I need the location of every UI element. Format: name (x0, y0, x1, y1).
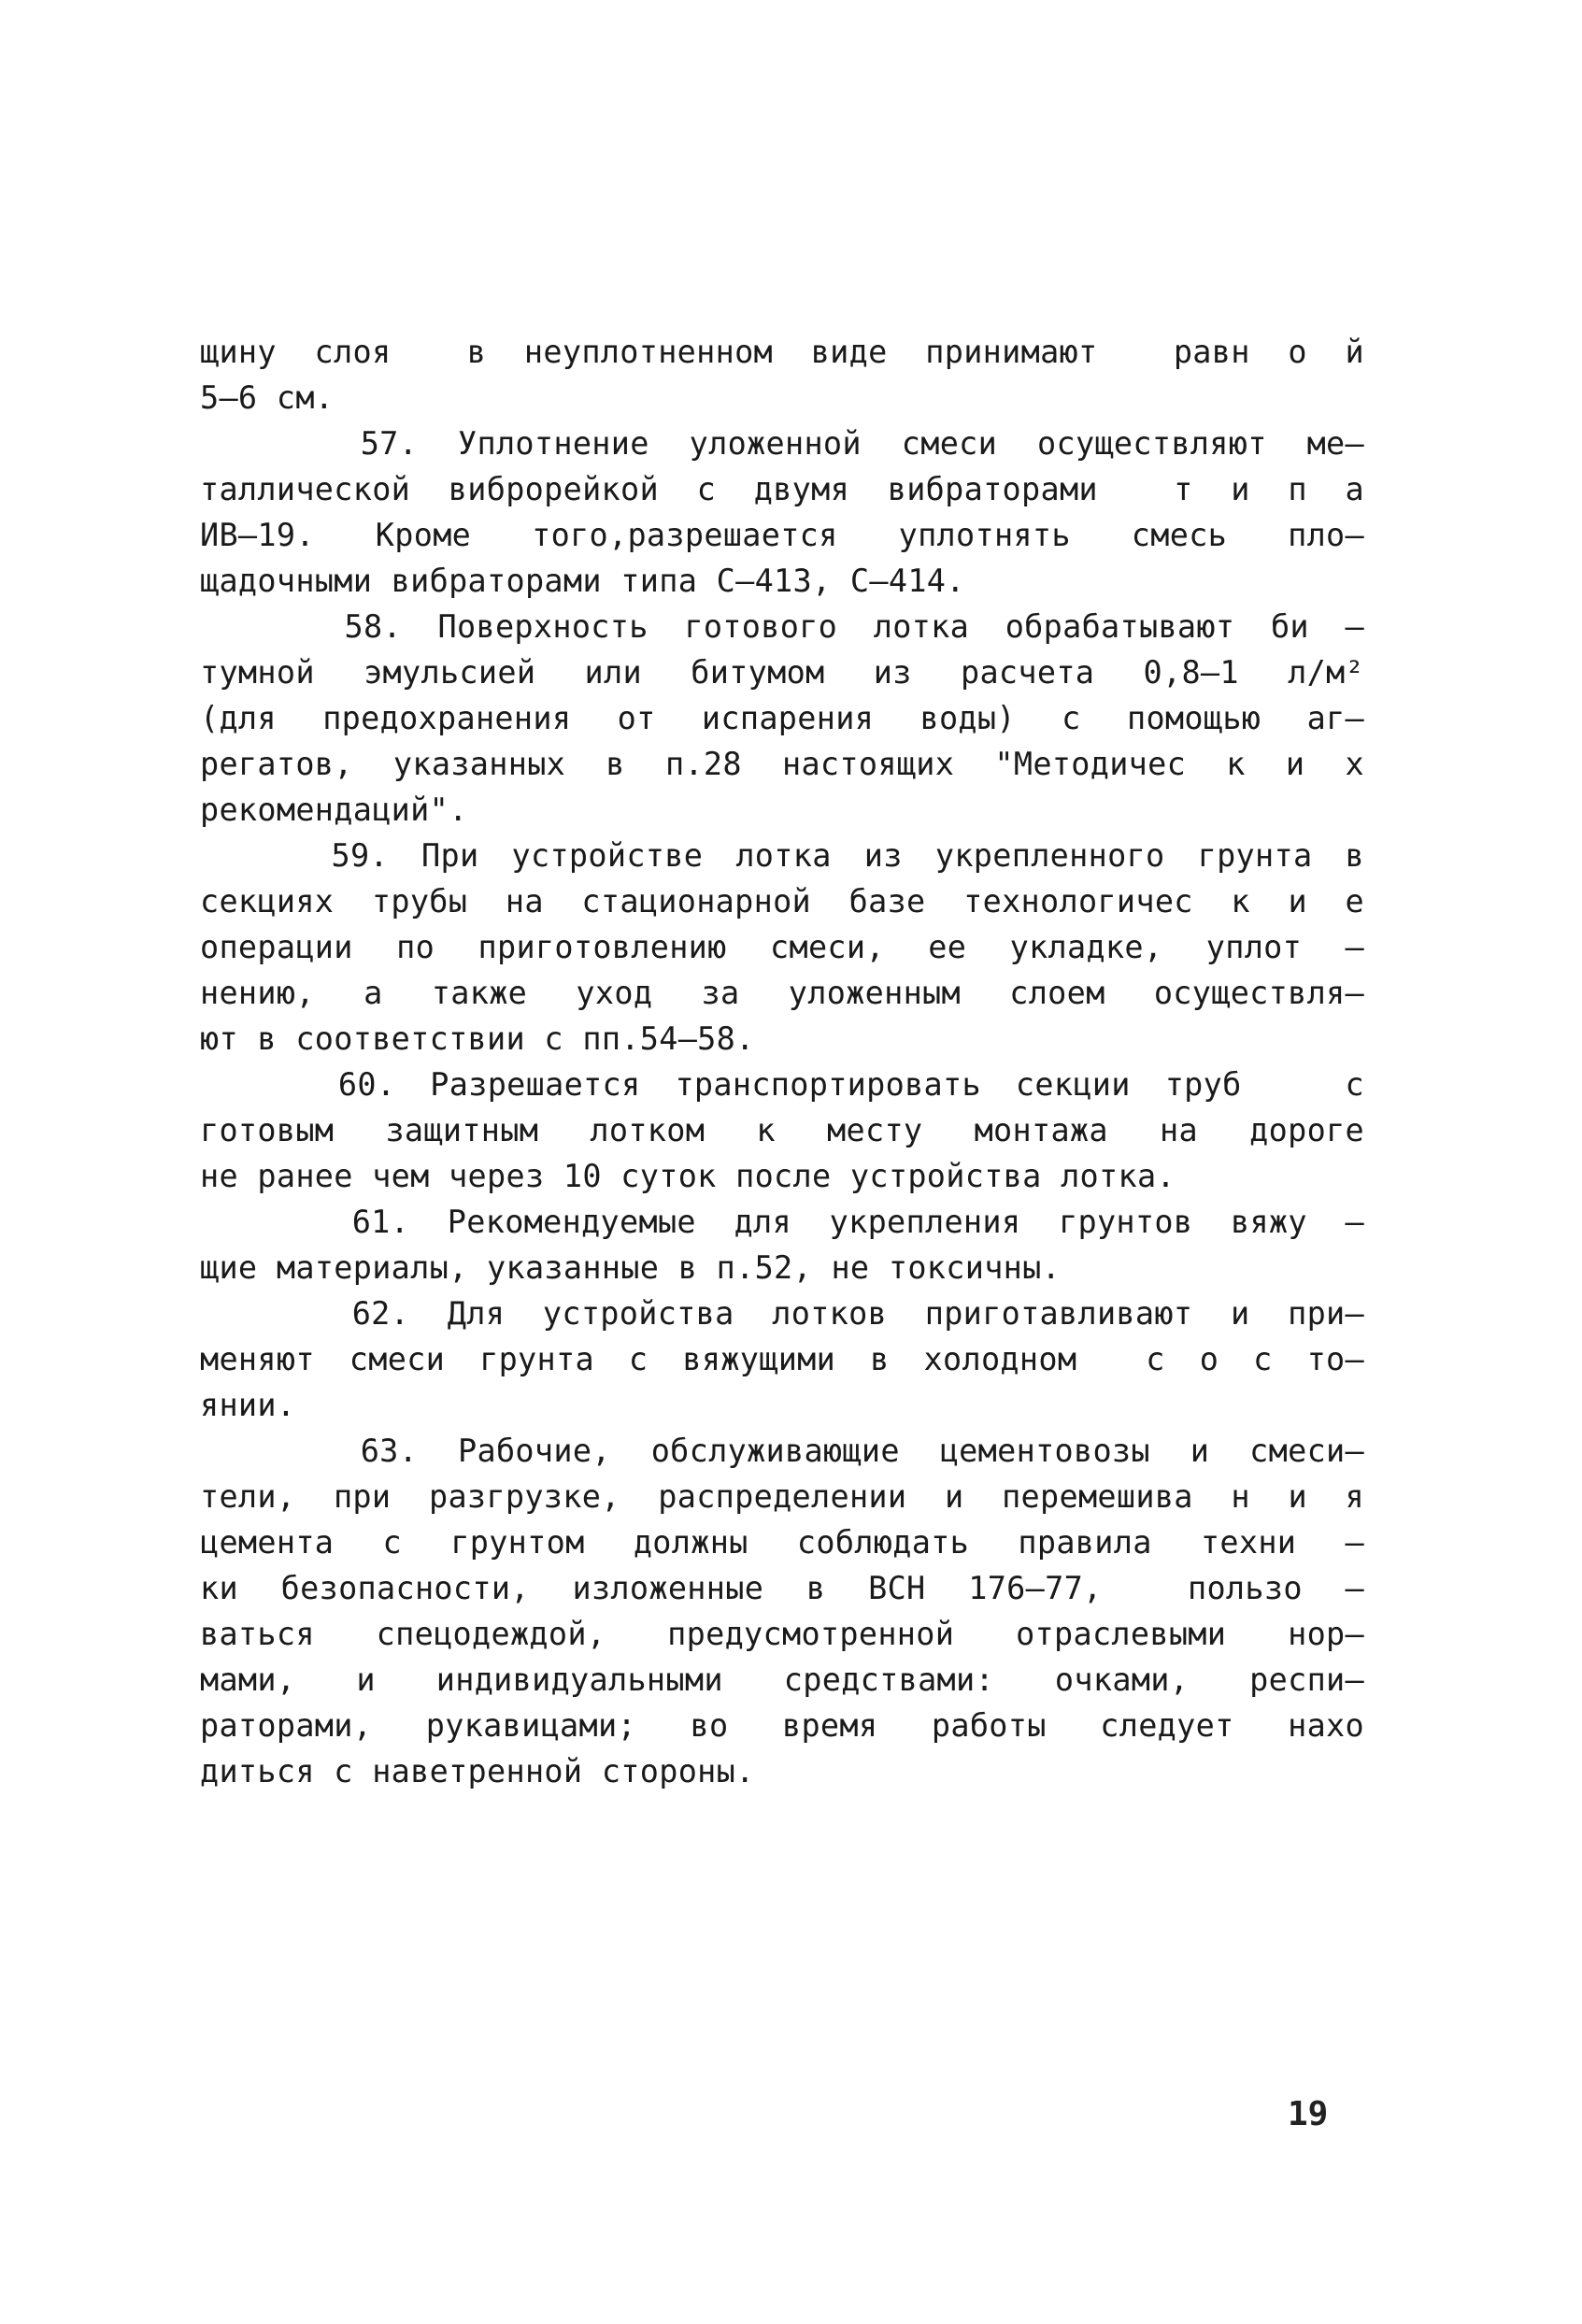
paragraph-62 (200, 1290, 1364, 1428)
paragraph-61 (200, 1199, 1364, 1290)
text-line: 5–6 см. (200, 379, 335, 416)
text-line: тумной эмульсией или битумом из расчета 0,8–1 л/м² (200, 654, 1364, 691)
paragraph-60 (200, 1062, 1364, 1199)
text-line: операции по приготовлению смеси, ее укладке, уплот – (200, 929, 1364, 965)
text-line: не ранее чем через 10 суток после устройства лотка. (200, 1158, 1176, 1194)
text-line: ИВ–19. Кроме того,разрешается уплотнять смесь пло– (200, 517, 1364, 553)
text-line: щие материалы, указанные в п.52, не токсичны. (200, 1249, 1062, 1286)
text-line: 61. Рекомендуемые для укрепления грунтов вяжу – (200, 1204, 1364, 1240)
text-line: раторами, рукавицами; во время работы следует нахо (200, 1707, 1364, 1744)
text-line: 62. Для устройства лотков приготавливают и при– (200, 1295, 1364, 1332)
text-line: 63. Рабочие, обслуживающие цементовозы и смеси– (200, 1433, 1364, 1469)
paragraph-63 (200, 1428, 1364, 1794)
page-number: 19 (1288, 2095, 1329, 2133)
text-line: регатов, указанных в п.28 настоящих "Методичес к и х (200, 746, 1364, 782)
text-line: 57. Уплотнение уложенной смеси осуществляют ме– (200, 425, 1364, 462)
text-line: тели, при разгрузке, распределении и перемешива н и я (200, 1478, 1364, 1515)
paragraph-58 (200, 604, 1364, 833)
paragraph-59 (200, 833, 1364, 1062)
text-line: мами, и индивидуальными средствами: очками, респи– (200, 1661, 1364, 1698)
text-line: ваться спецодеждой, предусмотренной отраслевыми нор– (200, 1616, 1364, 1652)
text-line: рекомендаций". (200, 791, 468, 828)
page-body (200, 329, 1364, 1794)
paragraph-continuation (200, 329, 1364, 421)
text-line: секциях трубы на стационарной базе технологичес к и е (200, 883, 1364, 920)
text-line: янии. (200, 1387, 296, 1423)
text-line: диться с наветренной стороны. (200, 1753, 755, 1789)
text-line: таллической виброрейкой с двумя вибраторами т и п а (200, 471, 1364, 507)
text-line: ют в соответствии с пп.54–58. (200, 1020, 755, 1057)
text-line: 60. Разрешается транспортировать секции труб с (200, 1066, 1364, 1103)
text-line: 58. Поверхность готового лотка обрабатывают би – (200, 608, 1364, 645)
text-line: меняют смеси грунта с вяжущими в холодном с о с то– (200, 1341, 1364, 1377)
paragraph-57 (200, 421, 1364, 604)
text-line: ки безопасности, изложенные в ВСН 176–77, пользо – (200, 1570, 1364, 1606)
text-line: цемента с грунтом должны соблюдать правила техни – (200, 1524, 1364, 1561)
text-line: щину слоя в неуплотненном виде принимают равн о й (200, 334, 1364, 370)
text-line: 59. При устройстве лотка из укрепленного грунта в (200, 837, 1364, 874)
text-line: нению, а также уход за уложенным слоем осуществля– (200, 975, 1364, 1011)
text-line: щадочными вибраторами типа С–413, С–414. (200, 563, 965, 599)
text-line: (для предохранения от испарения воды) с помощью аг– (200, 700, 1364, 736)
text-line: готовым защитным лотком к месту монтажа на дороге (200, 1112, 1364, 1148)
